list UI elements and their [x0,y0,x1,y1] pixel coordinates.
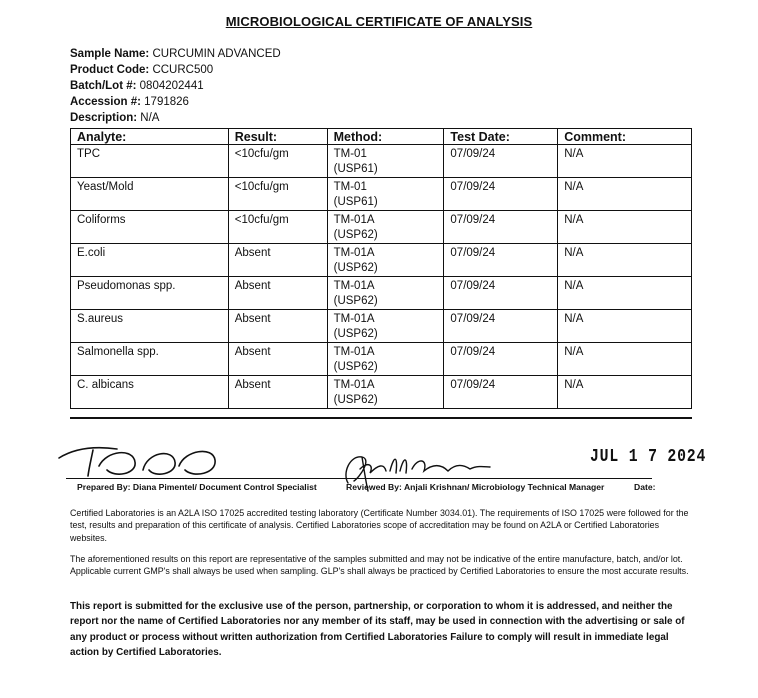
comment-cell: N/A [558,376,692,409]
test-date-cell: 07/09/24 [444,343,558,376]
table-row [71,343,692,376]
table-header-row [71,129,692,145]
method-code: TM-01A [333,379,375,391]
table-row [71,211,692,244]
analyte-cell: Coliforms [71,211,229,244]
analyte-cell: S.aureus [71,310,229,343]
table-row [71,376,692,409]
header-analyte: Analyte: [71,129,229,145]
method-cell [327,211,444,244]
method-code: TM-01A [333,346,375,358]
accreditation-paragraph: Certified Laboratories is an A2LA ISO 17025 accredited testing laboratory (Certificate Number 3034.01). The requirements of ISO 17025 were followed for the test, results and preparation of this certificate of analysis. Certified Laboratories scope of accreditation may be found on A2LA or Certified Laboratories websites. [70,508,689,543]
test-date-cell: 07/09/24 [444,244,558,277]
test-date-cell: 07/09/24 [444,277,558,310]
analyte-cell: Salmonella spp. [71,343,229,376]
representative-paragraph: The aforementioned results on this report are representative of the samples submitted and may not be indicative of the entire manufacture, batch, and/or lot. Applicable current GMP's shall always be used when sampling. GLP's shall always be practiced by Certified Laboratories to ensure the most accurate results. [70,554,689,577]
method-cell [327,244,444,277]
analyte-cell: Yeast/Mold [71,178,229,211]
test-date-cell: 07/09/24 [444,310,558,343]
preparer-signature [55,436,225,481]
document-title: MICROBIOLOGICAL CERTIFICATE OF ANALYSIS [225,14,533,29]
sample-name-value: CURCUMIN ADVANCED [152,48,281,60]
result-cell: Absent [228,310,327,343]
test-date-cell: 07/09/24 [444,376,558,409]
analyte-cell: C. albicans [71,376,229,409]
accession-line [70,94,189,110]
method-cell [327,277,444,310]
method-cell [327,376,444,409]
method-cell [327,145,444,178]
result-cell: Absent [228,343,327,376]
method-reference: (USP62) [333,328,378,340]
method-reference: (USP62) [333,394,378,406]
table-row [71,310,692,343]
method-code: TM-01A [333,280,375,292]
description-label: Description: [70,112,138,124]
method-code: TM-01 [333,148,367,160]
method-reference: (USP62) [333,262,378,274]
prepared-by: Prepared By: Diana Pimentel/ Document Control Specialist [77,482,317,492]
product-code-value: CCURC500 [152,64,214,76]
table-row [71,277,692,310]
signature-line [66,478,652,479]
method-code: TM-01A [333,247,375,259]
sample-name-line [70,46,281,62]
table-row [71,145,692,178]
result-cell: Absent [228,277,327,310]
stamp-date: JUL 1 7 2024 [590,447,707,467]
batch-lot-line [70,78,204,94]
test-date-cell: 07/09/24 [444,178,558,211]
result-cell: <10cfu/gm [228,145,327,178]
sample-name-label: Sample Name: [70,48,150,60]
product-code-label: Product Code: [70,64,150,76]
test-date-cell: 07/09/24 [444,211,558,244]
result-cell: <10cfu/gm [228,178,327,211]
method-code: TM-01A [333,313,375,325]
test-date-cell: 07/09/24 [444,145,558,178]
method-reference: (USP62) [333,361,378,373]
comment-cell: N/A [558,211,692,244]
batch-lot-label: Batch/Lot #: [70,80,137,92]
result-cell: <10cfu/gm [228,211,327,244]
comment-cell: N/A [558,310,692,343]
header-test-date: Test Date: [444,129,558,145]
method-code: TM-01 [333,181,367,193]
method-reference: (USP61) [333,196,378,208]
exclusive-use-paragraph: This report is submitted for the exclusive use of the person, partnership, or corporation to whom it is addressed, and neither the report nor the name of Certified Laboratories nor any member of its staff, may be used in connection with the advertising or sale of any product or process without written authorization from Certified Laboratories Failure to comply will result in immediate legal action by Certified Laboratories. [70,601,685,659]
method-reference: (USP62) [333,295,378,307]
results-table [70,128,692,409]
accession-label: Accession #: [70,96,141,108]
batch-lot-value: 0804202441 [139,80,204,92]
comment-cell: N/A [558,244,692,277]
results-body [71,145,692,409]
method-cell [327,178,444,211]
reviewed-by: Reviewed By: Anjali Krishnan/ Microbiology Technical Manager [346,482,605,492]
header-result: Result: [228,129,327,145]
method-reference: (USP61) [333,163,378,175]
comment-cell: N/A [558,343,692,376]
header-comment: Comment: [558,129,692,145]
product-code-line [70,62,213,78]
comment-cell: N/A [558,277,692,310]
method-reference: (USP62) [333,229,378,241]
result-cell: Absent [228,376,327,409]
table-row [71,178,692,211]
analyte-cell: E.coli [71,244,229,277]
description-line [70,110,159,126]
date-label: Date: [634,482,656,492]
header-method: Method: [327,129,444,145]
comment-cell: N/A [558,145,692,178]
description-value: N/A [140,112,160,124]
analyte-cell: Pseudomonas spp. [71,277,229,310]
method-cell [327,310,444,343]
method-cell [327,343,444,376]
method-code: TM-01A [333,214,375,226]
analyte-cell: TPC [71,145,229,178]
table-row [71,244,692,277]
comment-cell: N/A [558,178,692,211]
accession-value: 1791826 [144,96,189,108]
section-divider [70,417,692,419]
result-cell: Absent [228,244,327,277]
